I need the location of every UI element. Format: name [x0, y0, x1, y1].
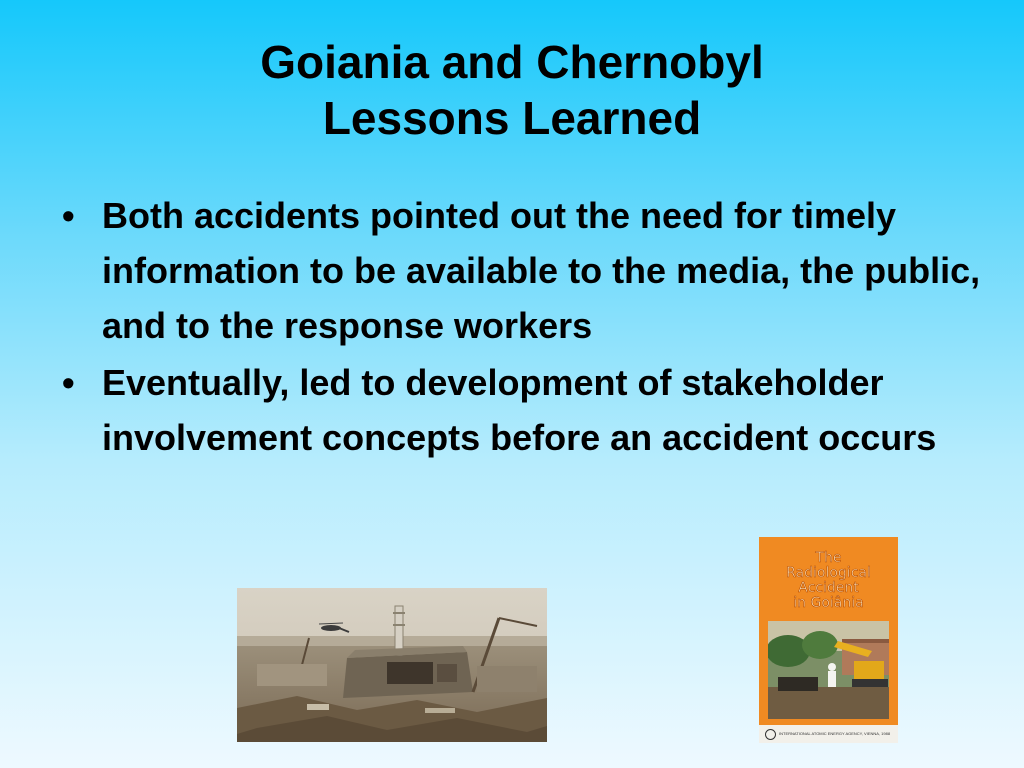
- book-title-line: in Goiânia: [793, 595, 864, 611]
- bullet-marker: •: [62, 195, 75, 236]
- iaea-seal-icon: [765, 729, 776, 740]
- bullet-list: [62, 188, 982, 467]
- book-title-line: Accident: [798, 580, 859, 596]
- bullet-item: [62, 188, 982, 353]
- bullet-text: Both accidents pointed out the need for timely information to be available to the media, the public, and to the response workers: [102, 195, 981, 346]
- book-publisher: INTERNATIONAL ATOMIC ENERGY AGENCY, VIENNA, 1988: [779, 731, 891, 736]
- title-line-2: Lessons Learned: [322, 92, 702, 144]
- slide-title: [0, 34, 1024, 146]
- book-title-line: Radiological: [786, 565, 871, 581]
- bullet-text: Eventually, led to development of stakeholder involvement concepts before an accident occurs: [102, 362, 937, 458]
- book-title: [759, 551, 898, 611]
- book-cover: [759, 537, 898, 743]
- book-footer: [763, 727, 894, 741]
- bullet-item: [62, 355, 982, 465]
- book-cover-panel: [759, 537, 898, 725]
- book-cover-photo: [768, 621, 889, 719]
- bullet-marker: •: [62, 362, 75, 403]
- chernobyl-photo: [237, 588, 547, 742]
- book-title-line: The: [815, 550, 842, 566]
- title-line-1: Goiania and Chernobyl: [260, 36, 764, 88]
